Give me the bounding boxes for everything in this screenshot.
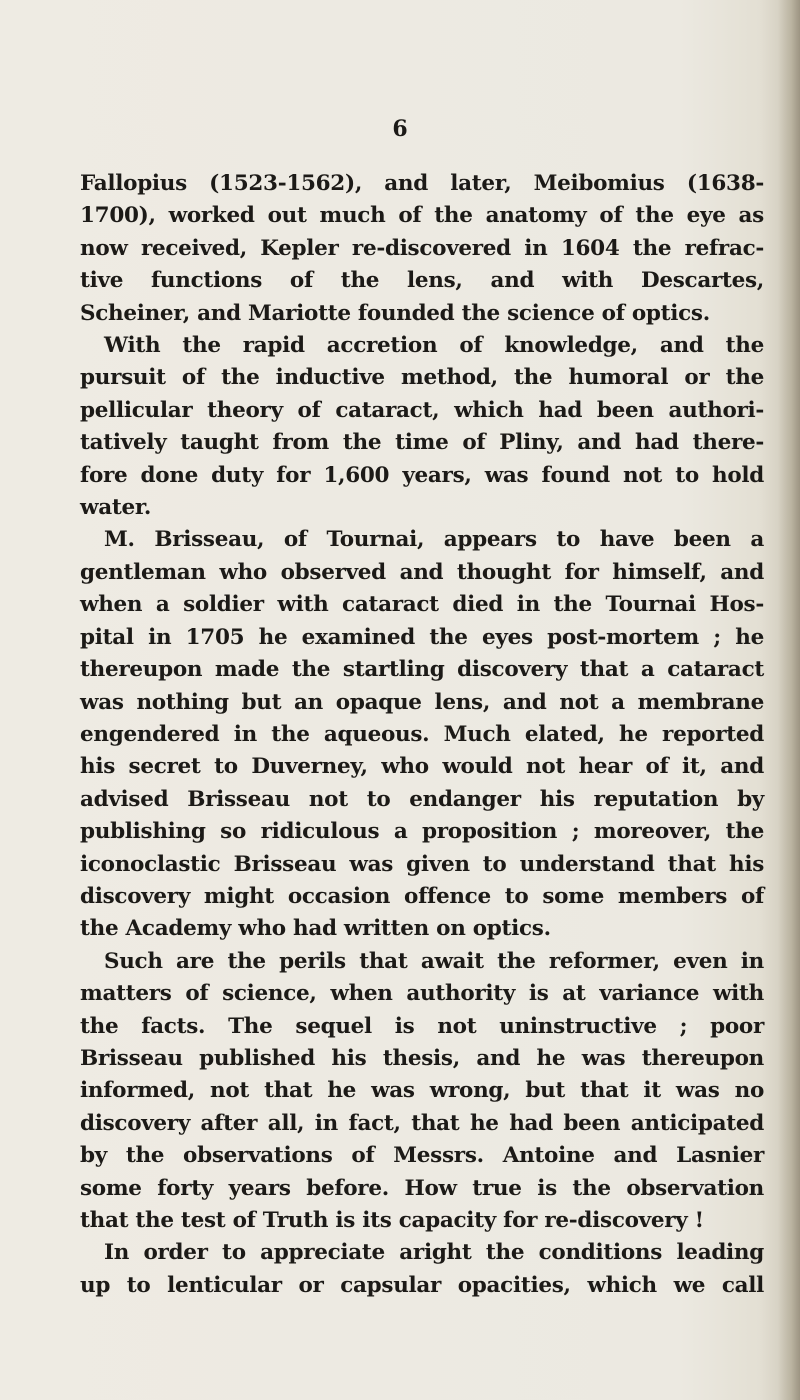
text-line: now received, Kepler re-discovered in 1604 the refrac- bbox=[80, 235, 764, 261]
paragraph-3 bbox=[80, 524, 764, 945]
text-line: his secret to Duverney, who would not hear of it, and bbox=[80, 754, 764, 780]
paragraph-4 bbox=[80, 946, 764, 1238]
text-line: gentleman who observed and thought for himself, and bbox=[80, 559, 764, 585]
text-line: was nothing but an opaque lens, and not a membrane bbox=[80, 689, 764, 715]
text-line: matters of science, when authority is at variance with bbox=[80, 981, 764, 1007]
text-line: With the rapid accretion of knowledge, and the bbox=[104, 333, 764, 359]
text-line: informed, not that he was wrong, but that it was no bbox=[80, 1078, 764, 1104]
paragraph-5 bbox=[80, 1237, 764, 1302]
text-line: fore done duty for 1,600 years, was found not to hold bbox=[80, 462, 764, 488]
text-line: pursuit of the inductive method, the humoral or the bbox=[80, 365, 764, 391]
text-line: Such are the perils that await the reformer, even in bbox=[104, 948, 764, 974]
text-line: discovery might occasion offence to some members of bbox=[80, 883, 764, 909]
text-line: In order to appreciate aright the conditions leading bbox=[104, 1240, 764, 1266]
text-line: the facts. The sequel is not uninstructive ; poor bbox=[80, 1013, 764, 1039]
text-line: 1700), worked out much of the anatomy of the eye as bbox=[80, 203, 764, 229]
text-line: advised Brisseau not to endanger his reputation by bbox=[80, 786, 764, 812]
text-line: water. bbox=[80, 495, 152, 521]
text-line: some forty years before. How true is the observation bbox=[80, 1175, 764, 1201]
text-line: by the observations of Messrs. Antoine and Lasnier bbox=[80, 1143, 764, 1169]
paragraph-2 bbox=[80, 330, 764, 524]
page-number: 6 bbox=[392, 116, 408, 142]
text-line: thereupon made the startling discovery that a cataract bbox=[80, 657, 764, 683]
text-line: up to lenticular or capsular opacities, which we call bbox=[80, 1272, 764, 1298]
paragraph-1 bbox=[80, 168, 764, 330]
text-line: when a soldier with cataract died in the Tournai Hos- bbox=[80, 592, 764, 618]
text-line: tive functions of the lens, and with Descartes, bbox=[80, 268, 764, 294]
text-line: publishing so ridiculous a proposition ; moreover, the bbox=[80, 819, 764, 845]
page-edge-shadow bbox=[778, 0, 800, 1400]
text-line: pital in 1705 he examined the eyes post-mortem ; he bbox=[80, 624, 764, 650]
text-line: pellicular theory of cataract, which had been authori- bbox=[80, 397, 764, 423]
text-line: Scheiner, and Mariotte founded the science of optics. bbox=[80, 300, 710, 326]
text-line: discovery after all, in fact, that he had been anticipated bbox=[80, 1110, 764, 1136]
text-line: tatively taught from the time of Pliny, and had there- bbox=[80, 430, 764, 456]
text-line: that the test of Truth is its capacity for re-discovery ! bbox=[80, 1208, 704, 1233]
text-line: M. Brisseau, of Tournai, appears to have been a bbox=[104, 527, 764, 553]
text-line: Brisseau published his thesis, and he was thereupon bbox=[80, 1045, 764, 1071]
text-line: iconoclastic Brisseau was given to understand that his bbox=[80, 851, 764, 877]
body-text bbox=[80, 168, 764, 1302]
text-line: Fallopius (1523-1562), and later, Meibomius (1638- bbox=[80, 171, 764, 196]
text-line: engendered in the aqueous. Much elated, he reported bbox=[80, 721, 764, 747]
text-line: the Academy who had written on optics. bbox=[80, 916, 551, 942]
